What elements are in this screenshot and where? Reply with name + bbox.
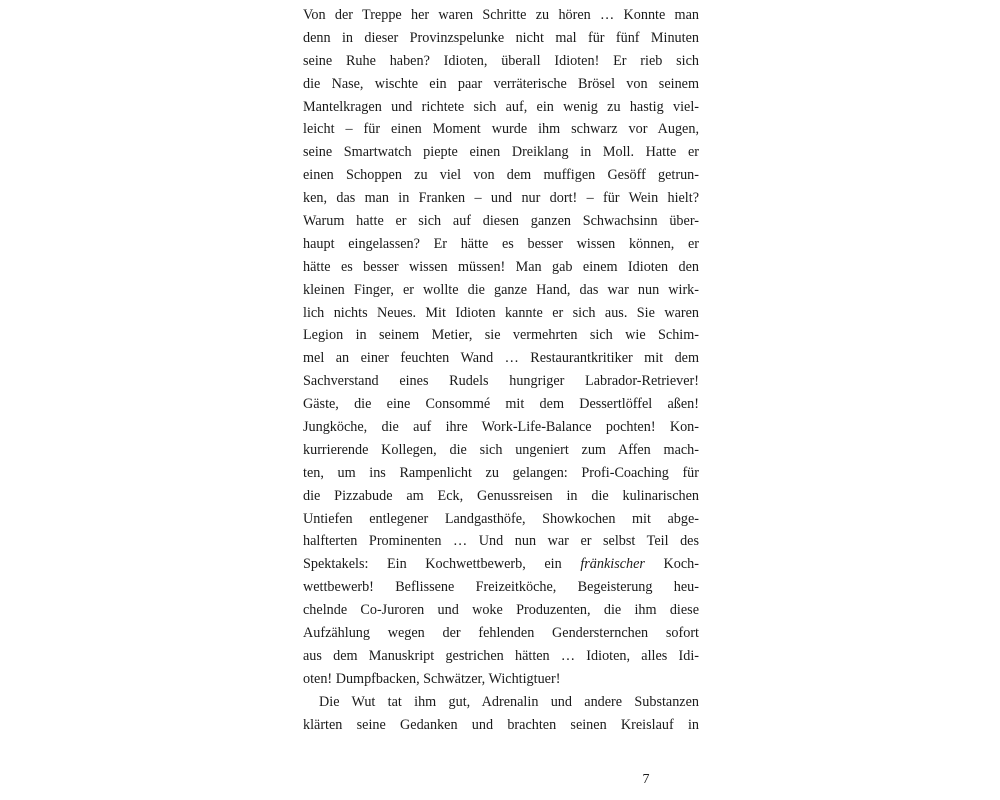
body-text xyxy=(303,4,699,737)
text-line: lich nichts Neues. Mit Idioten kannte er sich aus. Sie waren xyxy=(303,304,699,321)
text-line-with-italic xyxy=(303,553,699,576)
text-line: Sachverstand eines Rudels hungriger Labrador-Retriever! xyxy=(303,373,699,390)
text-line: aus dem Manuskript gestrichen hätten … Idioten, alles Idi- xyxy=(303,647,699,664)
text-line: wettbewerb! Beflissene Freizeitköche, Begeisterung heu- xyxy=(303,579,699,596)
text-line: klärten seine Gedanken und brachten seinen Kreislauf in xyxy=(303,716,699,733)
text-line: seine Ruhe haben? Idioten, überall Idioten! Er rieb sich xyxy=(303,52,699,69)
text-line: Untiefen entlegener Landgasthöfe, Showkochen mit abge- xyxy=(303,510,699,527)
text-line: ten, um ins Rampenlicht zu gelangen: Profi-Coaching für xyxy=(303,464,699,481)
text-line: hätte es besser wissen müssen! Man gab einem Idioten den xyxy=(303,258,699,275)
text-line: chelnde Co-Juroren und woke Produzenten, die ihm diese xyxy=(303,602,699,619)
text-line: Jungköche, die auf ihre Work-Life-Balance pochten! Kon- xyxy=(303,419,699,436)
text-line: Legion in seinem Metier, sie vermehrten sich wie Schim- xyxy=(303,327,699,344)
paragraph-first-line: Die Wut tat ihm gut, Adrenalin und andere Substanzen xyxy=(319,693,699,710)
text-line: Aufzählung wegen der fehlenden Gendersternchen sofort xyxy=(303,625,699,642)
text-line: mel an einer feuchten Wand … Restaurantkritiker mit dem xyxy=(303,350,699,367)
text-segment: Koch- xyxy=(644,556,699,573)
text-line: einen Schoppen zu viel von dem muffigen Gesöff getrun- xyxy=(303,167,699,184)
text-line: Mantelkragen und richtete sich auf, ein wenig zu hastig viel- xyxy=(303,98,699,115)
text-line: Warum hatte er sich auf diesen ganzen Schwachsinn über- xyxy=(303,213,699,230)
paragraph-end-line: oten! Dumpfbacken, Schwätzer, Wichtigtuer! xyxy=(303,670,561,687)
text-line: haupt eingelassen? Er hätte es besser wissen können, er xyxy=(303,235,699,252)
text-line: die Nase, wischte ein paar verräterische Brösel von seinem xyxy=(303,75,699,92)
text-line: kleinen Finger, er wollte die ganze Hand, das war nun wirk- xyxy=(303,281,699,298)
text-line: kurrierende Kollegen, die sich ungeniert zum Affen mach- xyxy=(303,441,699,458)
text-line: ken, das man in Franken – und nur dort! – für Wein hielt? xyxy=(303,190,699,207)
text-line: halfterten Prominenten … Und nun war er selbst Teil des xyxy=(303,533,699,550)
text-line: seine Smartwatch piepte einen Dreiklang in Moll. Hatte er xyxy=(303,144,699,161)
text-line: denn in dieser Provinzspelunke nicht mal für fünf Minuten xyxy=(303,29,699,46)
text-line: Gäste, die eine Consommé mit dem Dessertlöffel aßen! xyxy=(303,396,699,413)
text-line: Von der Treppe her waren Schritte zu hören … Konnte man xyxy=(303,7,699,23)
text-line: die Pizzabude am Eck, Genussreisen in die kulinarischen xyxy=(303,487,699,504)
page-number: 7 xyxy=(642,772,650,787)
italic-word: fränkischer xyxy=(580,556,645,573)
text-segment: Spektakels: Ein Kochwettbewerb, ein xyxy=(303,556,581,573)
text-line: leicht – für einen Moment wurde ihm schwarz vor Augen, xyxy=(303,121,699,138)
